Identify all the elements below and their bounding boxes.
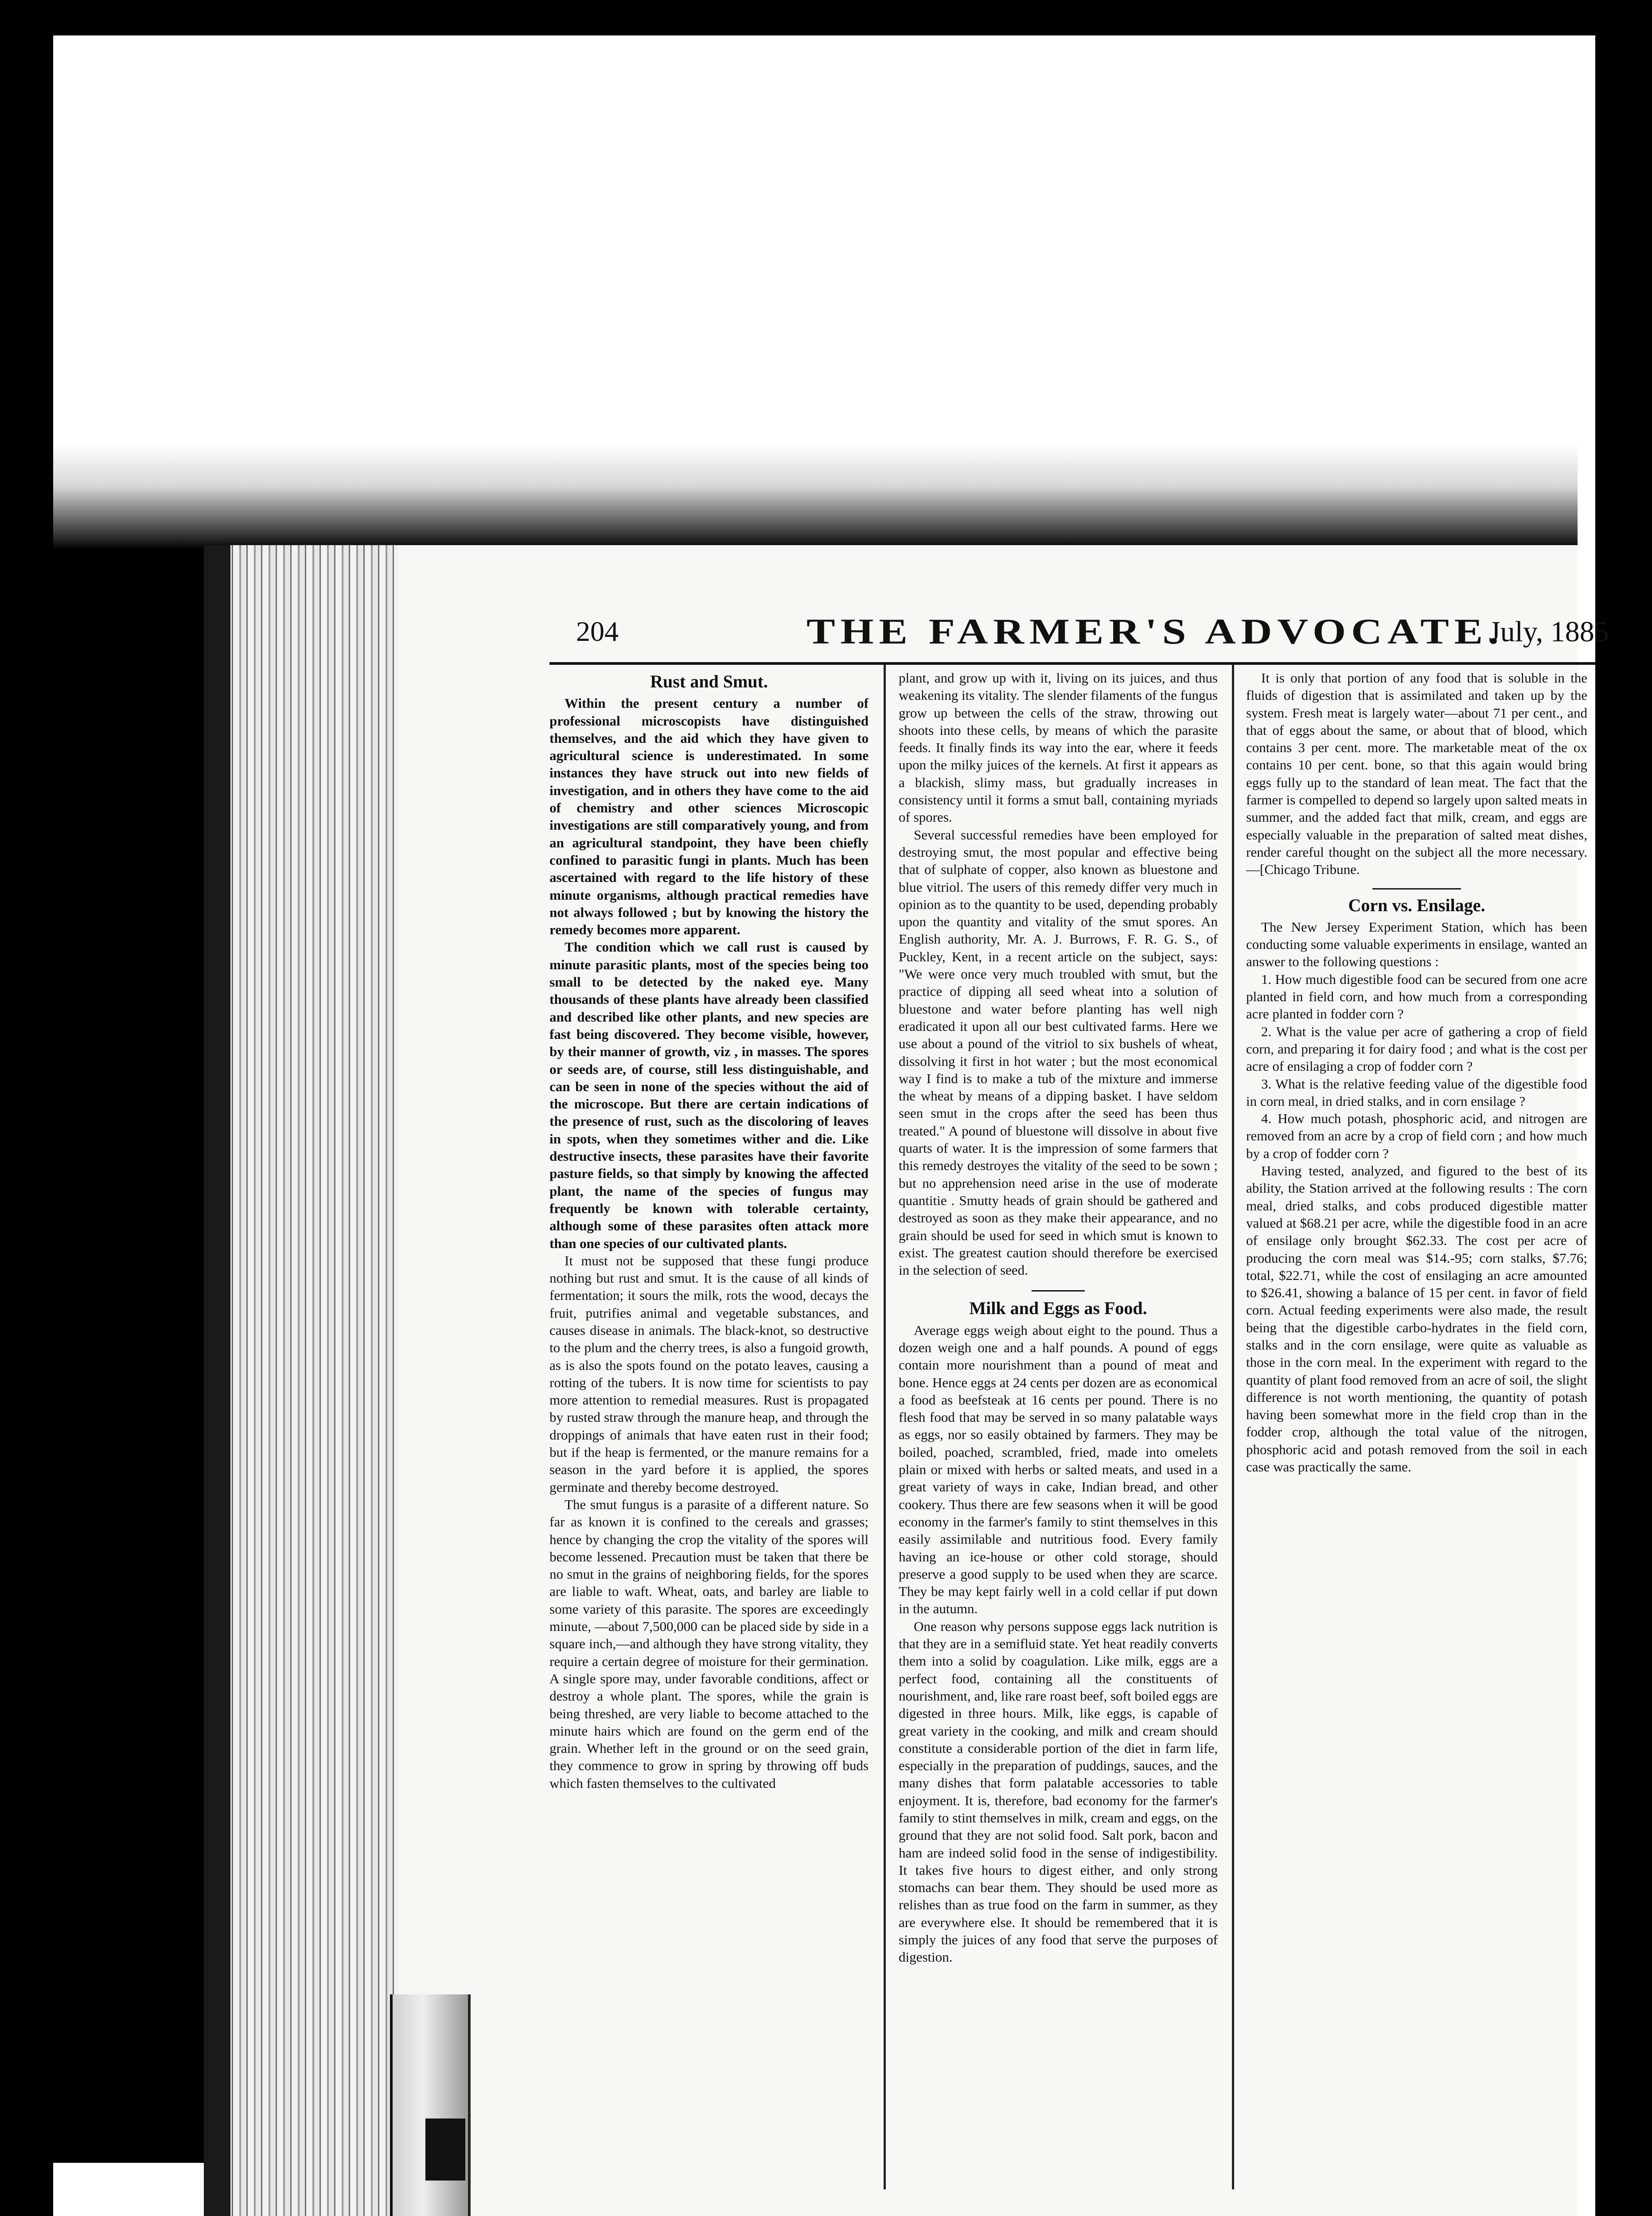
column-rule [884,665,886,2189]
article-paragraph: It is only that portion of any food that is soluble in the fluids of digestion that is assimilated and taken up by the system. Fresh meat is largely water—about 71 per cent., and that of eggs about the same, or about that of blood, which contains 3 per cent. more. The marketable meat of the ox contains 10 per cent. bone, so that this again would bring eggs fully up to the standard of lean meat. The fact that the farmer is compelled to depend so largely upon salted meats in summer, and the added fact that milk, cream, and eggs are especially valuable in the preparation of salted meat dishes, render careful thought on the subject all the more necessary.—[Chicago Tribune. [1246,670,1587,878]
header-rule [549,662,1595,665]
article-paragraph: One reason why persons suppose eggs lack nutrition is that they are in a semifluid state. Yet heat readily converts them into a solid by coagulation. Like milk, eggs are a perfect food, containing all the constituents of nourishment, and, like rare roast beef, soft boiled eggs are digested in three hours. Milk, like eggs, is capable of great variety in the cooking, and milk and cream should constitute a considerable portion of the diet in farm life, especially in the preparation of puddings, sauces, and the many dishes that form palatable accessories to table enjoyment. It is, therefore, bad economy for the farmer's family to stint themselves in milk, cream and eggs, on the ground that they are not solid food. Salt pork, bacon and ham are indeed solid food in the sense of indigestibility. It takes five hours to digest either, and only strong stomachs can bear them. They should be used more as relishes than as true food on the farm in summer, as they are everywhere else. It should be remembered that it is simply the juices of any food that serve the purposes of digestion. [899,1618,1218,1965]
article-title-corn: Corn vs. Ensilage. [1348,895,1485,915]
page-clip-tip [425,2118,465,2181]
book-binding [204,545,230,2216]
page-clip [390,1994,471,2216]
article-paragraph: Having tested, analyzed, and figured to the best of its ability, the Station arrived at the following results : The corn meal, dried stalks, and cobs produced digestible matter valued at $68.21 per acre, while the digestible food in an acre of ensilage only brought $62.33. The cost per acre of producing the corn meal was $14.-95; corn stalks, $7.76; total, $22.71, while the cost of ensilaging an acre amounted to $26.41, showing a balance of 15 per cent. in favor of field corn. Actual feeding experiments were also made, the result being that the digestible carbo-hydrates in the field corn, stalks and in the corn ensilage, were quite as valuable as those in the corn meal. In the experiment with regard to the quantity of plant food removed from an acre of soil, the slight difference is not worth mentioning, the quantity of potash having been somewhat more in the field crop than in the fodder crop, although the total value of the nitrogen, phosphoric acid and potash removed from the soil in each case was practically the same. [1246,1163,1587,1475]
article-separator [1372,888,1461,890]
issue-date: July, 1885 [1489,616,1609,648]
column-rule [1232,665,1234,2189]
article-title-rust: Rust and Smut. [650,671,768,691]
masthead: THE FARMER'S ADVOCATE. [807,611,1504,652]
book-shadow [53,443,1595,550]
column-2 [899,669,1218,2189]
article-paragraph: Average eggs weigh about eight to the pound. Thus a dozen weigh one and a half pounds. A pound of eggs contain more nourishment than a pound of meat and bone. Hence eggs at 24 cents per dozen are as economical a food as beefsteak at 16 cents per pound. There is no flesh food that may be served in so many palatable ways as eggs, nor so easily obtained by farmers. They may be boiled, poached, scrambled, fried, made into omelets plain or mixed with herbs or salted meats, and used in a great variety of ways in cake, Indian bread, and other cookery. Thus there are few seasons when it will be good economy in the farmer's family to stint themselves in this easily assimilable and nutritious food. Every family having an ice-house or other cold storage, should preserve a good supply to be used when they are scarce. They be may kept fairly well in a cold cellar if put down in the autumn. [899,1322,1218,1617]
question-item: 4. How much potash, phosphoric acid, and nitrogen are removed from an acre by a crop of field corn ; and how much by a crop of fodder corn ? [1246,1111,1587,1161]
article-paragraph: The smut fungus is a parasite of a different nature. So far as known it is confined to the cereals and grasses; hence by changing the crop the vitality of the spores will become lessened. Precaution must be taken that there be no smut in the grains of neighboring fields, for the spores are liable to waft. Wheat, oats, and barley are liable to some variety of this parasite. The spores are exceedingly minute, —about 7,500,000 can be placed side by side in a square inch,—and although they have strong vitality, they require a certain degree of moisture for their germination. A single spore may, under favorable conditions, affect or destroy a whole plant. The spores, while the grain is being threshed, are very liable to become attached to the minute hairs which are found on the germ end of the grain. Whether left in the ground or on the seed grain, they commence to grow in spring by throwing off buds which fasten themselves to the cultivated [549,1496,869,1791]
article-paragraph: The New Jersey Experiment Station, which has been conducting some valuable experiments in ensilage, wanted an answer to the following questions : [1246,919,1587,970]
film-background [53,35,1595,488]
article-paragraph: Several successful remedies have been employed for destroying smut, the most popular and effective being that of sulphate of copper, also known as bluestone and blue vitriol. The users of this remedy differ very much in opinion as to the quantity to be used, depending probably upon the quantity and vitality of the smut spores. An English authority, Mr. A. J. Burrows, F. R. G. S., of Puckley, Kent, in a recent article on the subject, says: "We were once very much troubled with smut, but the practice of dipping all seed wheat into a solution of bluestone and water before planting has well nigh eradicated it upon all our best cultivated farms. Here we use about a pound of the vitriol to six bushels of wheat, dissolving it first in hot water ; but the most economical way I find is to make a tub of the mixture and immerse the wheat by means of a dipping basket. I have seldom seen smut in the crops after the seed has been thus treated." A pound of bluestone will dissolve in about five quarts of water. It is the impression of some farmers that this remedy destroyes the vitality of the seed to be sown ; but no apprehension need arise in the use of moderate quantitie . Smutty heads of grain should be gathered and destroyed as soon as they make their appearance, and no grain should be used for seed in which smut is known to exist. The greatest caution should therefore be exercised in the selection of seed. [899,827,1218,1278]
article-separator [1032,1290,1085,1291]
article-paragraph: The condition which we call rust is caused by minute parasitic plants, most of the species being too small to be detected by the naked eye. Many thousands of these plants have already been classified and described like other plants, and new species are fast being discovered. They become visible, however, by their manner of growth, viz , in masses. The spores or seeds are, of course, still less distinguishable, and can be seen in none of the species without the aid of the microscope. But there are certain indications of the presence of rust, such as the discoloring of leaves in spots, when they sometimes wither and die. Like destructive insects, these parasites have their favorite pasture fields, so that simply by knowing the affected plant, the name of the species of fungus may frequently be known with tolerable certainty, although some of these parasites often attack more than one species of our cultivated plants. [549,939,869,1251]
question-item: 2. What is the value per acre of gathering a crop of field corn, and preparing it for dairy food ; and what is the cost per acre of ensilaging a crop of fodder corn ? [1246,1023,1587,1074]
column-3 [1246,669,1587,2189]
page-number: 204 [576,616,619,647]
article-paragraph: Within the present century a number of professional microscopists have distinguished themselves, and the aid which they have given to agricultural science is underestimated. In some instances they have struck out into new fields of investigation, and in others they have come to the aid of chemistry and other sciences Microscopic investigations are still comparatively young, and from an agricultural standpoint, they have been chiefly confined to parasitic fungi in plants. Much has been ascertained with regard to the life history of these minute organisms, although practical remedies have not always followed ; but by knowing the history the remedy becomes more apparent. [549,695,869,938]
column-1 [549,669,869,2189]
question-item: 1. How much digestible food can be secured from one acre planted in field corn, and how much from a corresponding acre planted in fodder corn ? [1246,971,1587,1022]
article-title-eggs: Milk and Eggs as Food. [969,1298,1147,1319]
page-header [576,611,1609,659]
article-paragraph: It must not be supposed that these fungi produce nothing but rust and smut. It is the cause of all kinds of fermentation; it sours the milk, rots the wood, decays the fruit, putrifies animal and vegetable substances, and causes disease in animals. The black-knot, so destructive to the plum and the cherry trees, is also a fungoid growth, as is also the spots found on the potato leaves, causing a rotting of the tubers. It is now time for scientists to pay more attention to remedial measures. Rust is propagated by rusted straw through the manure heap, and through the droppings of animals that have eaten rust in their food; but if the heap is fermented, or the manure remains for a season in the yard before it is applied, the spores germinate and thereby become destroyed. [549,1252,869,1495]
book-page-edges [204,545,399,2216]
article-paragraph: plant, and grow up with it, living on its juices, and thus weakening its vitality. The slender filaments of the fungus grow up between the cells of the straw, throwing out shoots into these cells, by means of which the parasite feeds. It finally finds its way into the ear, where it feeds upon the milky juices of the kernels. At first it appears as a blackish, slimy mass, but gradually increases in consistency until it forms a smut ball, containing myriads of spores. [899,670,1218,825]
question-item: 3. What is the relative feeding value of the digestible food in corn meal, in dried stalks, and in corn ensilage ? [1246,1076,1587,1109]
